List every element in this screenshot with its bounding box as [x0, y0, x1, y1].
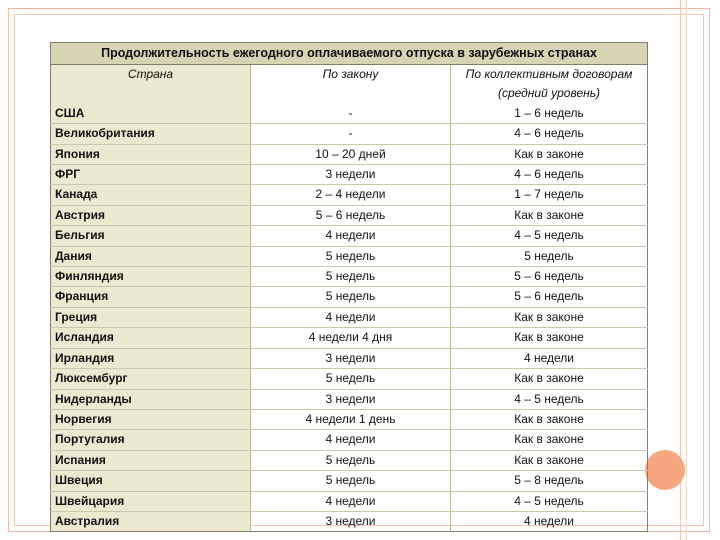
cell-law: 3 недели: [251, 389, 451, 409]
cell-country: Исландия: [51, 328, 251, 348]
cell-collective: 1 – 7 недель: [451, 185, 648, 205]
cell-country: Нидерланды: [51, 389, 251, 409]
cell-law: 4 недели: [251, 226, 451, 246]
cell-country: Норвегия: [51, 409, 251, 429]
cell-collective: Как в законе: [451, 144, 648, 164]
decorative-rule: [686, 0, 687, 540]
cell-country: Швеция: [51, 471, 251, 491]
table-row: [51, 348, 648, 368]
cell-law: 4 недели: [251, 307, 451, 327]
cell-country: ФРГ: [51, 165, 251, 185]
cell-country: Португалия: [51, 430, 251, 450]
cell-collective: 5 – 6 недель: [451, 267, 648, 287]
cell-country: Ирландия: [51, 348, 251, 368]
cell-law: 10 – 20 дней: [251, 144, 451, 164]
cell-law: 5 недель: [251, 471, 451, 491]
cell-law: 5 недель: [251, 287, 451, 307]
cell-law: 3 недели: [251, 165, 451, 185]
cell-country: Испания: [51, 450, 251, 470]
cell-country: Австрия: [51, 205, 251, 225]
table-row: [51, 511, 648, 531]
header-collective: По коллективным договорам: [451, 65, 648, 85]
cell-collective: Как в законе: [451, 307, 648, 327]
cell-country: Великобритания: [51, 124, 251, 144]
cell-collective: 5 – 6 недель: [451, 287, 648, 307]
cell-country: Австралия: [51, 511, 251, 531]
cell-law: 3 недели: [251, 511, 451, 531]
cell-law: 5 недель: [251, 267, 451, 287]
cell-collective: 4 – 5 недель: [451, 389, 648, 409]
cell-collective: 4 – 5 недель: [451, 226, 648, 246]
cell-law: -: [251, 124, 451, 144]
cell-law: 4 недели: [251, 430, 451, 450]
cell-collective: 4 недели: [451, 348, 648, 368]
cell-law: 5 недель: [251, 369, 451, 389]
cell-collective: 4 – 6 недель: [451, 165, 648, 185]
table-row: [51, 124, 648, 144]
header-law: По закону: [251, 65, 451, 85]
cell-country: Люксембург: [51, 369, 251, 389]
table-row: [51, 165, 648, 185]
cell-country: Финляндия: [51, 267, 251, 287]
table-row: [51, 226, 648, 246]
table-row: [51, 491, 648, 511]
cell-country: Канада: [51, 185, 251, 205]
cell-collective: 5 – 8 недель: [451, 471, 648, 491]
cell-country: Бельгия: [51, 226, 251, 246]
table-row: [51, 307, 648, 327]
table-row: [51, 185, 648, 205]
cell-country: США: [51, 104, 251, 124]
table-row: [51, 144, 648, 164]
cell-law: 5 – 6 недель: [251, 205, 451, 225]
table-row: [51, 287, 648, 307]
cell-country: Швейцария: [51, 491, 251, 511]
table-header-row-2: [51, 84, 648, 103]
table-row: [51, 471, 648, 491]
table-row: [51, 246, 648, 266]
table-row: [51, 389, 648, 409]
table-header-row: [51, 65, 648, 85]
cell-law: 3 недели: [251, 348, 451, 368]
cell-law: 5 недель: [251, 450, 451, 470]
decorative-circle: [645, 450, 685, 490]
cell-collective: 5 недель: [451, 246, 648, 266]
cell-law: -: [251, 104, 451, 124]
table-row: [51, 328, 648, 348]
cell-collective: Как в законе: [451, 328, 648, 348]
table-row: [51, 450, 648, 470]
cell-law: 5 недель: [251, 246, 451, 266]
cell-country: Япония: [51, 144, 251, 164]
cell-collective: 4 недели: [451, 511, 648, 531]
cell-country: Дания: [51, 246, 251, 266]
cell-collective: 1 – 6 недель: [451, 104, 648, 124]
cell-law: 4 недели: [251, 491, 451, 511]
cell-collective: Как в законе: [451, 430, 648, 450]
table-row: [51, 369, 648, 389]
cell-collective: Как в законе: [451, 409, 648, 429]
cell-collective: Как в законе: [451, 450, 648, 470]
table-row: [51, 205, 648, 225]
cell-law: 2 – 4 недели: [251, 185, 451, 205]
table-row: [51, 430, 648, 450]
cell-collective: 4 – 5 недель: [451, 491, 648, 511]
table-row: [51, 267, 648, 287]
cell-collective: Как в законе: [451, 205, 648, 225]
table-title-row: [51, 43, 648, 65]
cell-law: 4 недели 1 день: [251, 409, 451, 429]
header-collective-subtitle: (средний уровень): [451, 84, 648, 103]
header-country: Страна: [51, 65, 251, 85]
table-row: [51, 409, 648, 429]
cell-collective: 4 – 6 недель: [451, 124, 648, 144]
table-row: [51, 104, 648, 124]
table-title: Продолжительность ежегодного оплачиваемого отпуска в зарубежных странах: [51, 43, 648, 65]
cell-country: Франция: [51, 287, 251, 307]
cell-country: Греция: [51, 307, 251, 327]
cell-collective: Как в законе: [451, 369, 648, 389]
vacation-table: [50, 42, 648, 532]
cell-law: 4 недели 4 дня: [251, 328, 451, 348]
